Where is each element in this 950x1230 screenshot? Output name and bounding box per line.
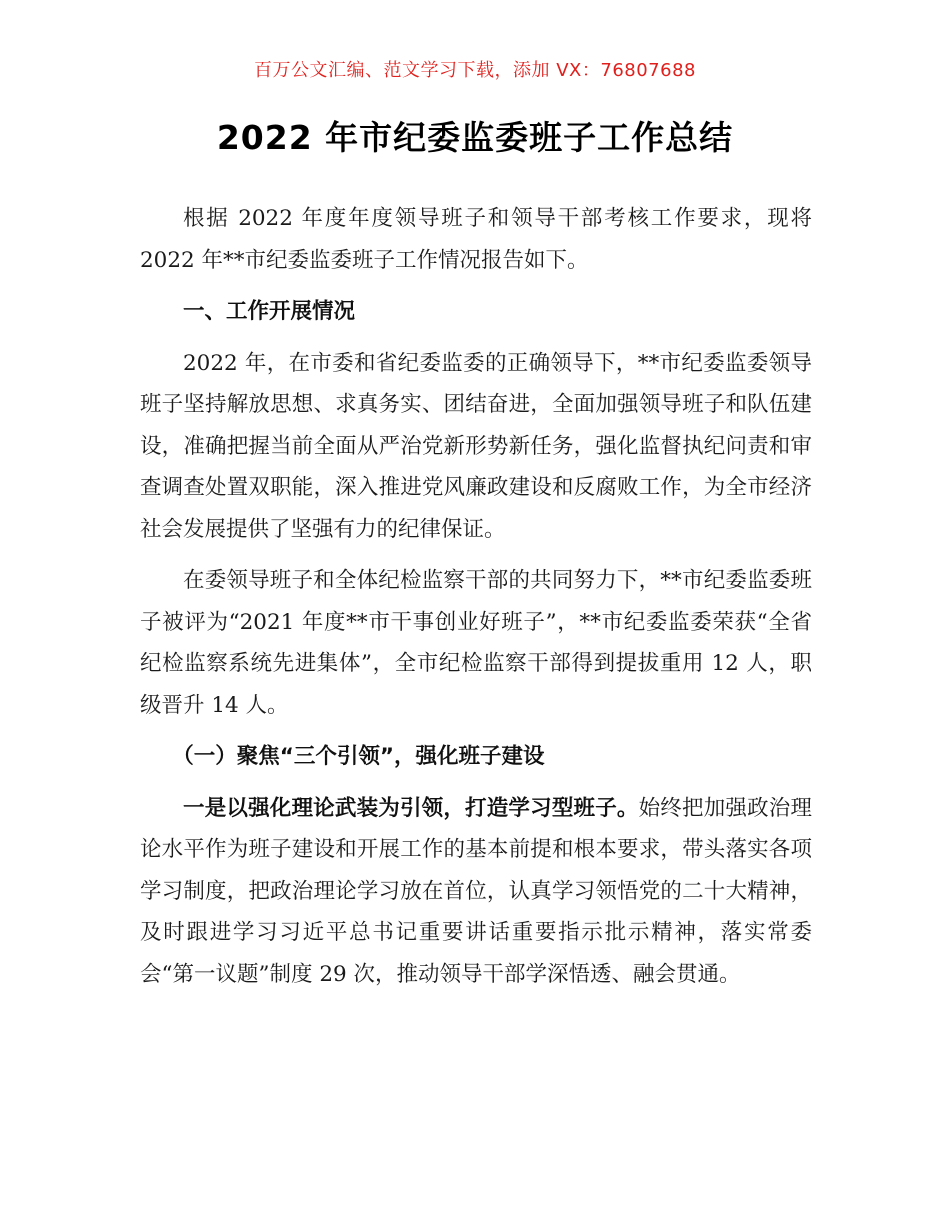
section-heading-1: 一、工作开展情况 (183, 299, 356, 324)
paragraph-3-lead: 一是以强化理论武装为引领，打造学习型班子。 (183, 795, 639, 821)
document-body (140, 198, 812, 995)
document-title: 2022 年市纪委监委班子工作总结 (216, 118, 734, 157)
paragraph-3-body: 始终把加强政治理论水平作为班子建设和开展工作的基本前提和根本要求，带头落实各项学习制度，把政治理论学习放在首位，认真学习领悟党的二十大精神，及时跟进学习习近平总书记重要讲话重要指示批示精神，落实常委会“第一议题”制度 29 次，推动领导干部学深悟透、融会贯通。 (140, 795, 812, 987)
header-banner: 百万公文汇编、范文学习下载，添加 VX：76807688 (254, 60, 696, 81)
paragraph-1: 2022 年，在市委和省纪委监委的正确领导下，**市纪委监委领导班子坚持解放思想、求真务实、团结奋进，全面加强领导班子和队伍建设，准确把握当前全面从严治党新形势新任务，强化监督执纪问责和审查调查处置双职能，深入推进党风廉政建设和反腐败工作，为全市经济社会发展提供了坚强有力的纪律保证。 (140, 350, 812, 542)
subsection-heading-1: （一）聚焦“三个引领”，强化班子建设 (172, 744, 545, 769)
paragraph-2: 在委领导班子和全体纪检监察干部的共同努力下，**市纪委监委班子被评为“2021 年度**市干事创业好班子”，**市纪委监委荣获“全省纪检监察系统先进集体”，全市纪检监察干部得到提拔重用 12 人，职级晋升 14 人。 (140, 568, 812, 718)
paragraph-3 (140, 788, 812, 996)
intro-paragraph: 根据 2022 年度年度领导班子和领导干部考核工作要求，现将 2022 年**市纪委监委班子工作情况报告如下。 (140, 206, 812, 273)
